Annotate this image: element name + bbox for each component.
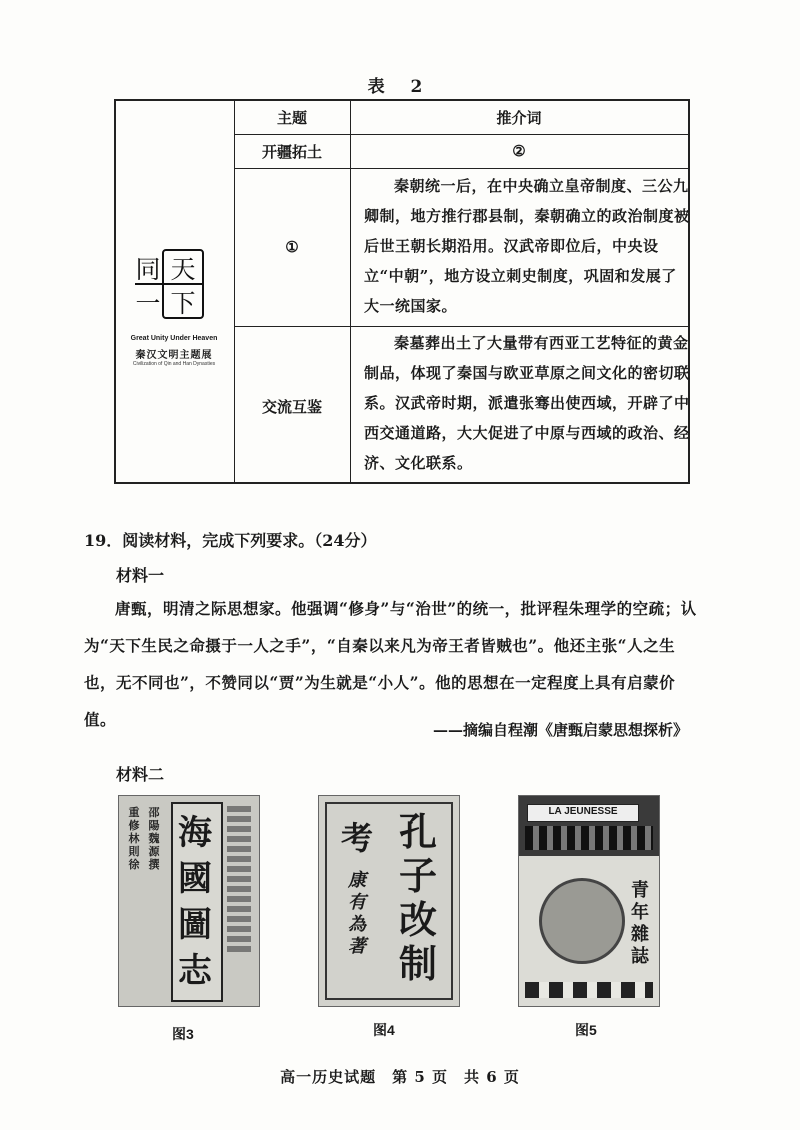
figure-kongzi-gaizhi bbox=[318, 795, 460, 1007]
figure-side-text: 重修林則徐 bbox=[128, 806, 140, 871]
material1-text: 唐甄，明清之际思想家。他强调“修身”与“治世”的统一，批评程朱理学的空疏；认为“天下生民之命摄于一人之手”，“自秦以来凡为帝王者皆贼也”。他还主张“人之生也，无不同也”，不赞同以“贾”为生就是“小人”。他的思想在一定程度上具有启蒙价值。 bbox=[84, 599, 697, 729]
material2-label: 材料二 bbox=[116, 765, 165, 784]
logo-english-title: Great Unity Under Heaven bbox=[130, 335, 218, 342]
logo-english-subtitle: Civilization of Qin and Han Dynasties bbox=[132, 361, 216, 367]
header-intro: 推介词 bbox=[496, 109, 542, 127]
figure-main-title: 海國圖志 bbox=[178, 813, 212, 991]
row-intro: ② bbox=[512, 142, 526, 160]
figure-side-text: 考 bbox=[340, 819, 373, 857]
material1-source: ——摘编自程潮《唐甄启蒙思想探析》 bbox=[432, 721, 688, 739]
row-theme: ① bbox=[285, 238, 299, 256]
row-intro: 秦墓葬出土了大量带有西亚工艺特征的黄金制品，体现了秦国与欧亚草原之间文化的密切联系。汉武帝时期，派遣张骞出使西域，开辟了中西交通道路，大大促进了中原与西域的政治、经济、文化联系。 bbox=[364, 334, 690, 472]
header-theme: 主题 bbox=[276, 109, 307, 127]
figure-side-text: 康有為著 bbox=[348, 870, 366, 957]
figure-caption: 图4 bbox=[373, 1022, 395, 1038]
figure-caption: 图5 bbox=[575, 1022, 597, 1038]
table-title: 表 2 bbox=[367, 77, 433, 97]
row-intro: 秦朝统一后，在中央确立皇帝制度、三公九卿制，地方推行郡县制，秦朝确立的政治制度被后世王朝长期沿用。汉武帝即位后，中央设立“中朝”，地方设立刺史制度，巩固和发展了大一统国家。 bbox=[364, 177, 690, 315]
row-theme: 交流互鉴 bbox=[261, 397, 322, 416]
figure-side-text: 邵陽魏源撰 bbox=[148, 806, 160, 871]
logo-char: 下 bbox=[170, 289, 196, 318]
figure-main-title: 青年雜誌 bbox=[631, 880, 649, 967]
logo-char: 天 bbox=[170, 255, 196, 284]
page-footer: 高一历史试题 第 5 页 共 6 页 bbox=[280, 1068, 520, 1086]
figure-main-title: 孔子改制 bbox=[398, 809, 437, 986]
figure-banner: LA JEUNESSE bbox=[548, 806, 618, 817]
figure-haiguo-tuzhi bbox=[118, 795, 260, 1007]
question-header: 19．阅读材料，完成下列要求。（24分） bbox=[84, 531, 377, 550]
logo-chinese-title: 秦汉文明主题展 bbox=[135, 350, 213, 361]
row-theme: 开疆拓土 bbox=[261, 142, 322, 161]
logo-char: 同 bbox=[135, 255, 161, 284]
figure-qingnian-zazhi bbox=[518, 795, 660, 1007]
figure-caption: 图3 bbox=[172, 1026, 194, 1042]
logo-char: 一 bbox=[135, 289, 161, 318]
exhibition-logo bbox=[133, 248, 205, 320]
material1-label: 材料一 bbox=[116, 566, 165, 585]
